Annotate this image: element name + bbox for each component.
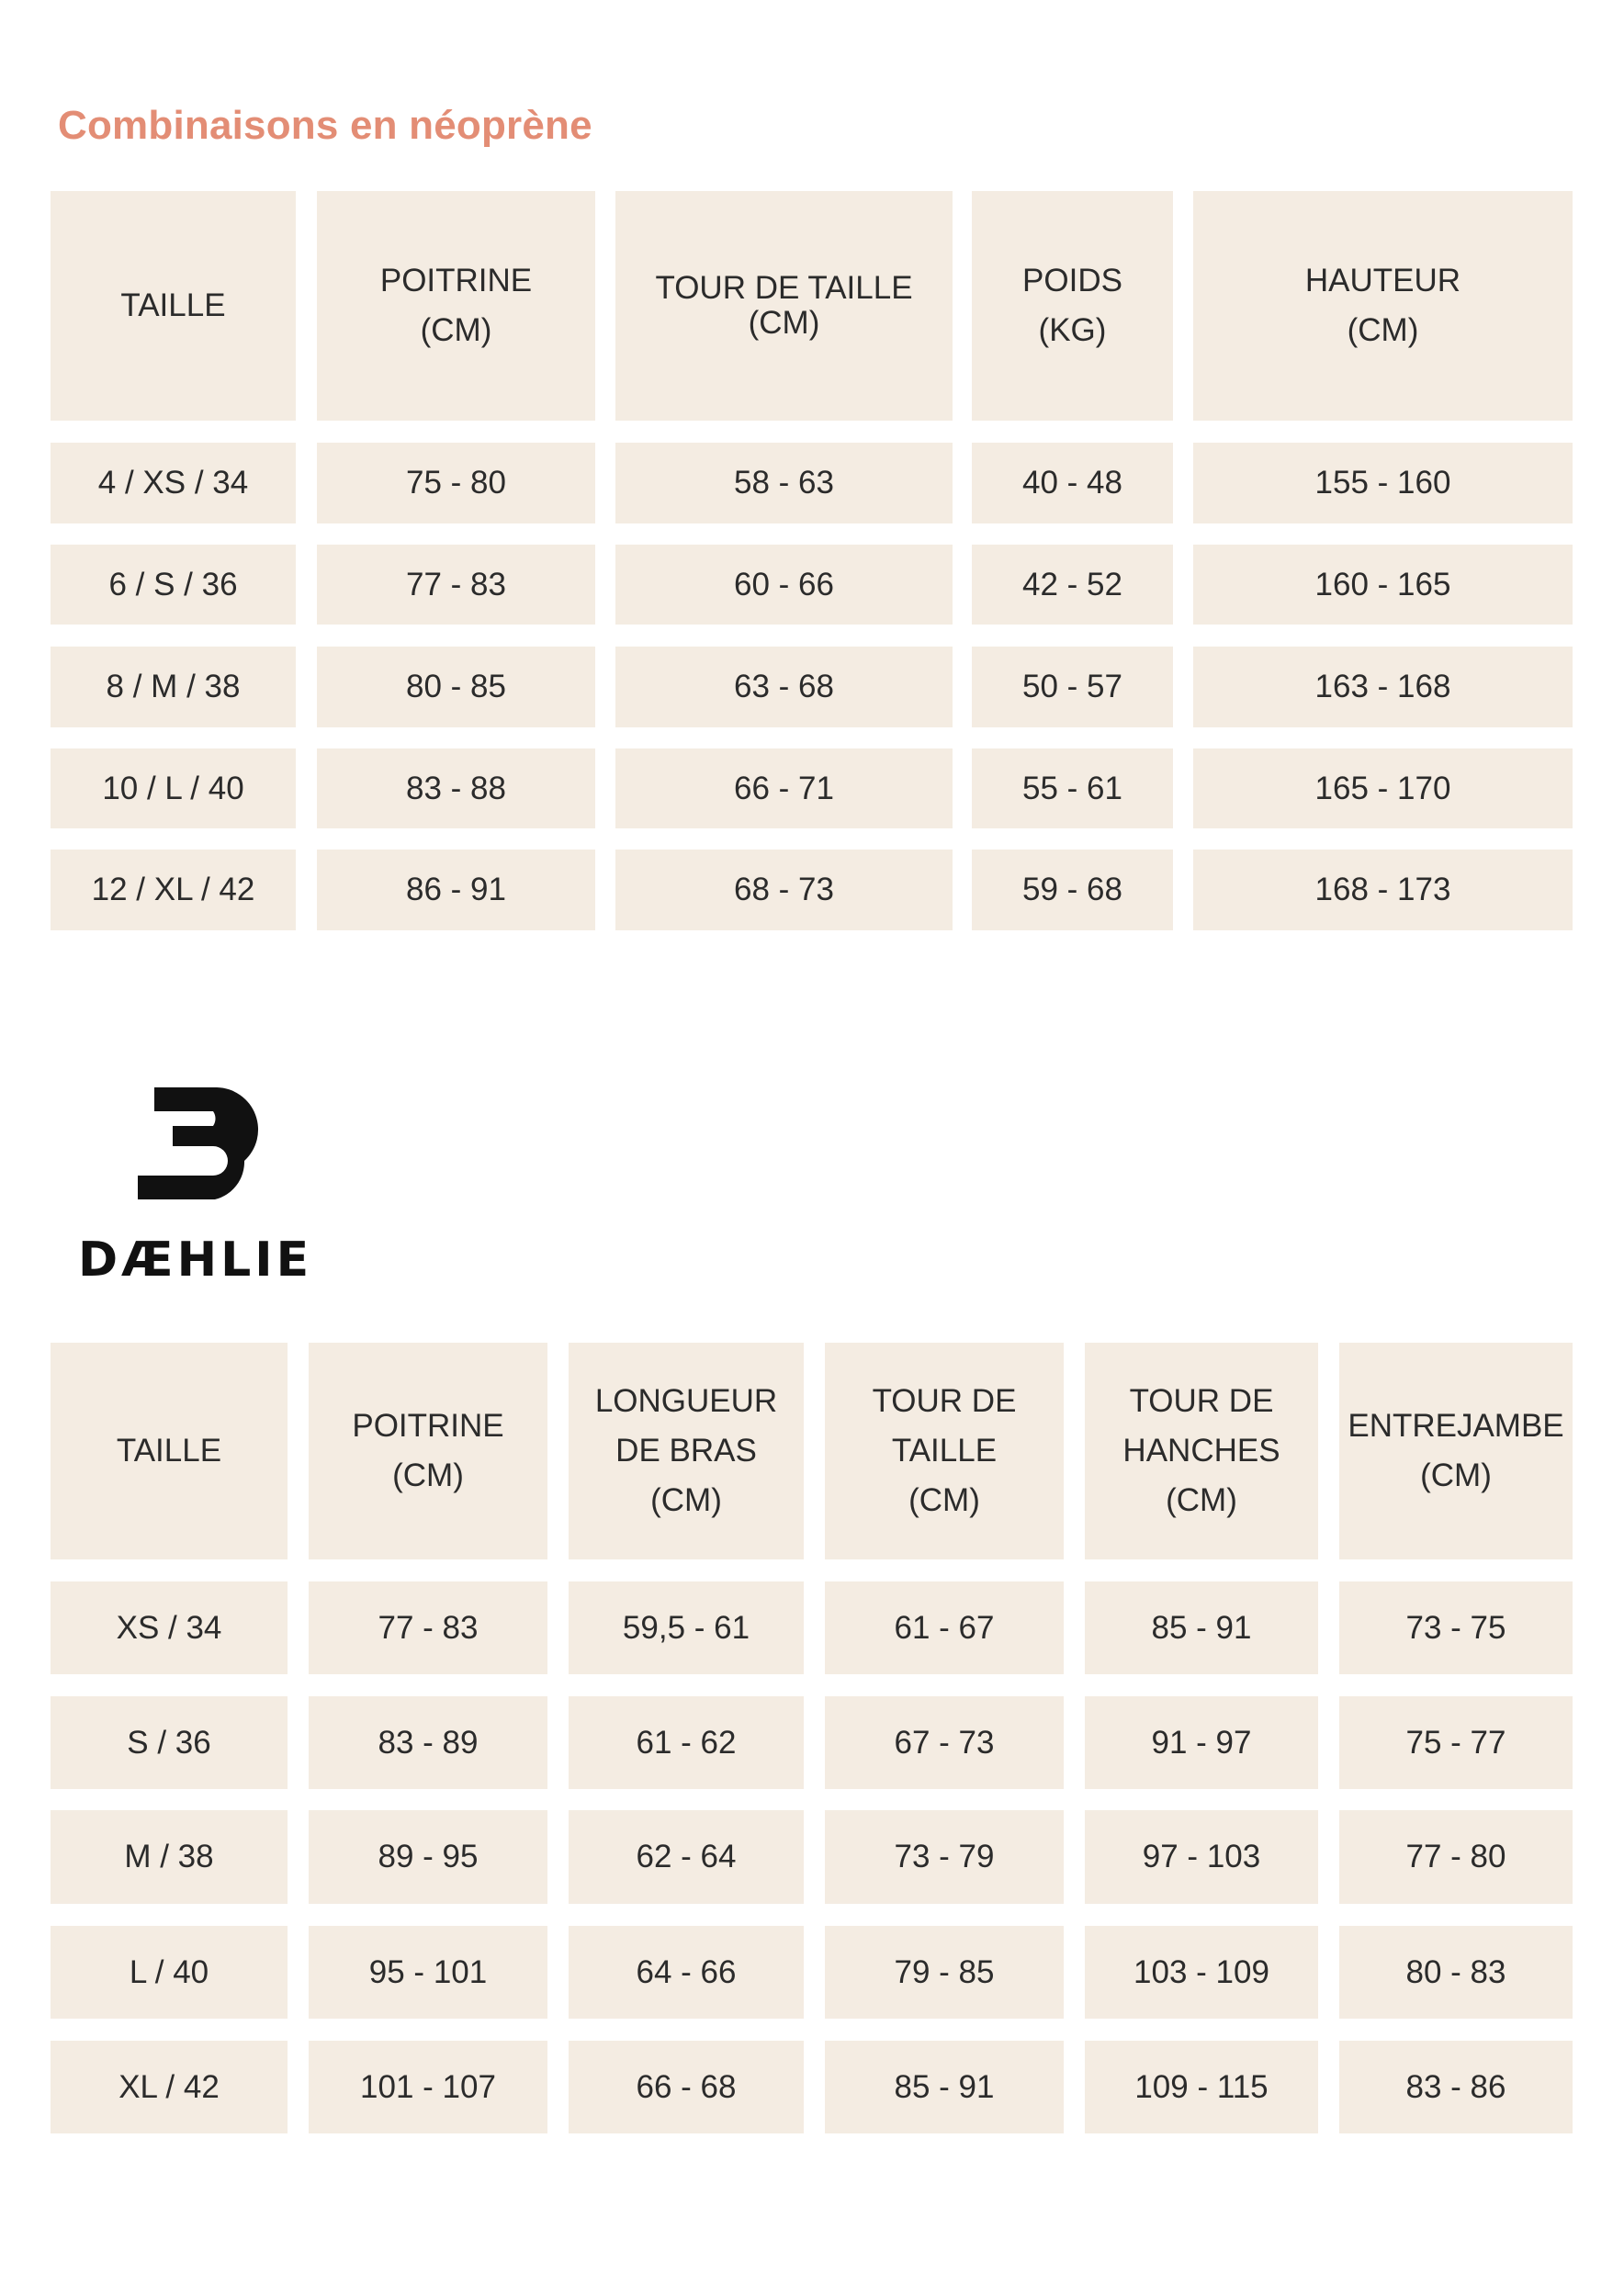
measurement-cell (1339, 1926, 1573, 2019)
header-label: TOUR DE TAILLE (655, 270, 913, 306)
measurement-cell (569, 1926, 804, 2019)
header-cell (615, 191, 953, 421)
cell-value: 80 - 83 (1405, 1953, 1506, 1990)
header-cell (51, 191, 296, 421)
size-cell (51, 850, 296, 930)
cell-value: M / 38 (124, 1839, 214, 1874)
cell-value: 50 - 57 (1022, 669, 1122, 704)
header-label: TAILLE (120, 287, 226, 323)
measurement-cell (1339, 1696, 1573, 1789)
cell-value: 85 - 91 (1151, 1609, 1252, 1646)
measurement-cell (1085, 1581, 1318, 1674)
measurement-cell (825, 1696, 1064, 1789)
measurement-cell (317, 443, 595, 523)
size-cell (51, 1696, 288, 1789)
header-cell (1193, 191, 1573, 421)
cell-value: 62 - 64 (636, 1839, 737, 1874)
header-cell (317, 191, 595, 421)
measurement-cell (309, 1696, 547, 1789)
cell-value: 60 - 66 (734, 566, 834, 602)
cell-value: 66 - 71 (734, 770, 834, 806)
measurement-cell (569, 1696, 804, 1789)
measurement-cell (1339, 1810, 1573, 1904)
header-label: (KG) (1038, 312, 1107, 348)
header-label: (CM) (650, 1482, 722, 1518)
size-cell (51, 1926, 288, 2019)
measurement-cell (309, 1581, 547, 1674)
cell-value: 86 - 91 (406, 872, 506, 907)
size-cell (51, 2041, 288, 2133)
measurement-cell (972, 647, 1173, 727)
size-cell (51, 1581, 288, 1674)
measurement-cell (569, 1581, 804, 1674)
header-label: TOUR DE (1129, 1383, 1274, 1419)
measurement-cell (317, 850, 595, 930)
measurement-cell (615, 850, 953, 930)
cell-value: 155 - 160 (1314, 465, 1451, 501)
measurement-cell (972, 850, 1173, 930)
cell-value: 73 - 75 (1405, 1609, 1506, 1646)
header-label: HAUTEUR (1304, 263, 1461, 298)
cell-value: XS / 34 (116, 1609, 222, 1646)
measurement-cell (1193, 850, 1573, 930)
cell-value: 61 - 62 (636, 1724, 737, 1761)
header-cell (825, 1343, 1064, 1559)
page-title: Combinaisons en néoprène (58, 103, 592, 148)
measurement-cell (1085, 2041, 1318, 2133)
measurement-cell (1193, 647, 1573, 727)
header-label: TOUR DE (872, 1383, 1017, 1419)
cell-value: 6 / S / 36 (108, 566, 238, 602)
measurement-cell (317, 545, 595, 625)
cell-value: 59 - 68 (1022, 872, 1122, 907)
cell-value: 83 - 86 (1405, 2068, 1506, 2105)
header-label: (CM) (908, 1482, 980, 1518)
measurement-cell (1193, 443, 1573, 523)
cell-value: 89 - 95 (378, 1839, 479, 1874)
cell-value: L / 40 (129, 1953, 209, 1990)
cell-value: 12 / XL / 42 (91, 872, 255, 907)
measurement-cell (1193, 748, 1573, 828)
measurement-cell (309, 2041, 547, 2133)
size-cell (51, 748, 296, 828)
cell-value: 97 - 103 (1142, 1839, 1261, 1874)
cell-value: 40 - 48 (1022, 465, 1122, 501)
header-label: POIDS (1022, 263, 1122, 298)
cell-value: 160 - 165 (1314, 566, 1451, 602)
cell-value: 163 - 168 (1314, 669, 1451, 704)
cell-value: 64 - 66 (636, 1953, 737, 1990)
size-cell (51, 443, 296, 523)
cell-value: 77 - 83 (406, 566, 506, 602)
measurement-cell (569, 2041, 804, 2133)
measurement-cell (1339, 2041, 1573, 2133)
header-label: (CM) (748, 305, 820, 341)
measurement-cell (1085, 1926, 1318, 2019)
cell-value: 83 - 89 (378, 1724, 479, 1761)
cell-value: 103 - 109 (1133, 1953, 1269, 1990)
cell-value: 77 - 83 (378, 1609, 479, 1646)
measurement-cell (972, 748, 1173, 828)
header-label: LONGUEUR (594, 1383, 778, 1419)
measurement-cell (317, 748, 595, 828)
header-cell (1085, 1343, 1318, 1559)
measurement-cell (317, 647, 595, 727)
measurement-cell (1339, 1581, 1573, 1674)
size-cell (51, 647, 296, 727)
cell-value: 109 - 115 (1134, 2068, 1269, 2105)
measurement-cell (569, 1810, 804, 1904)
cell-value: 55 - 61 (1022, 770, 1122, 806)
measurement-cell (825, 1810, 1064, 1904)
measurement-cell (972, 545, 1173, 625)
header-cell (309, 1343, 547, 1559)
cell-value: 8 / M / 38 (106, 669, 241, 704)
brand-wordmark: DÆHLIE (78, 1232, 313, 1288)
daehlie-b-logo-icon (136, 1084, 265, 1203)
cell-value: 58 - 63 (734, 465, 834, 501)
cell-value: 63 - 68 (734, 669, 834, 704)
cell-value: 61 - 67 (894, 1609, 995, 1646)
cell-value: 66 - 68 (636, 2068, 737, 2105)
header-label: POITRINE (379, 263, 533, 298)
size-cell (51, 545, 296, 625)
measurement-cell (1193, 545, 1573, 625)
cell-value: 10 / L / 40 (102, 770, 244, 806)
cell-value: S / 36 (127, 1724, 211, 1761)
cell-value: XL / 42 (118, 2068, 220, 2105)
measurement-cell (1085, 1696, 1318, 1789)
measurement-cell (615, 545, 953, 625)
header-label: POITRINE (352, 1408, 504, 1444)
header-label: DE BRAS (615, 1433, 757, 1469)
cell-value: 101 - 107 (360, 2068, 496, 2105)
header-cell (51, 1343, 288, 1559)
measurement-cell (825, 2041, 1064, 2133)
brand-logo (78, 1084, 326, 1290)
header-label: (CM) (392, 1458, 464, 1493)
cell-value: 95 - 101 (368, 1953, 488, 1990)
cell-value: 77 - 80 (1405, 1839, 1506, 1874)
header-label: TAILLE (116, 1433, 222, 1469)
header-label: (CM) (420, 312, 492, 348)
measurement-cell (309, 1926, 547, 2019)
header-cell (972, 191, 1173, 421)
measurement-cell (615, 748, 953, 828)
cell-value: 83 - 88 (406, 770, 506, 806)
header-cell (569, 1343, 804, 1559)
measurement-cell (309, 1810, 547, 1904)
cell-value: 75 - 77 (1405, 1724, 1506, 1761)
cell-value: 80 - 85 (406, 669, 506, 704)
measurement-cell (1085, 1810, 1318, 1904)
cell-value: 75 - 80 (406, 465, 506, 501)
header-label: HANCHES (1122, 1433, 1280, 1469)
header-cell (1339, 1343, 1573, 1559)
measurement-cell (825, 1926, 1064, 2019)
cell-value: 165 - 170 (1314, 770, 1451, 806)
cell-value: 79 - 85 (894, 1953, 995, 1990)
cell-value: 4 / XS / 34 (97, 465, 249, 501)
measurement-cell (972, 443, 1173, 523)
header-label: (CM) (1347, 312, 1419, 348)
cell-value: 68 - 73 (734, 872, 834, 907)
cell-value: 59,5 - 61 (622, 1609, 750, 1646)
cell-value: 42 - 52 (1022, 566, 1122, 602)
header-label: TAILLE (891, 1433, 998, 1469)
measurement-cell (615, 443, 953, 523)
cell-value: 73 - 79 (894, 1839, 995, 1874)
cell-value: 67 - 73 (894, 1724, 995, 1761)
cell-value: 91 - 97 (1151, 1724, 1252, 1761)
size-cell (51, 1810, 288, 1904)
header-label: (CM) (1166, 1482, 1237, 1518)
cell-value: 85 - 91 (894, 2068, 995, 2105)
cell-value: 168 - 173 (1314, 872, 1451, 907)
measurement-cell (825, 1581, 1064, 1674)
measurement-cell (615, 647, 953, 727)
header-label: ENTREJAMBE (1348, 1408, 1564, 1444)
header-label: (CM) (1420, 1458, 1492, 1493)
